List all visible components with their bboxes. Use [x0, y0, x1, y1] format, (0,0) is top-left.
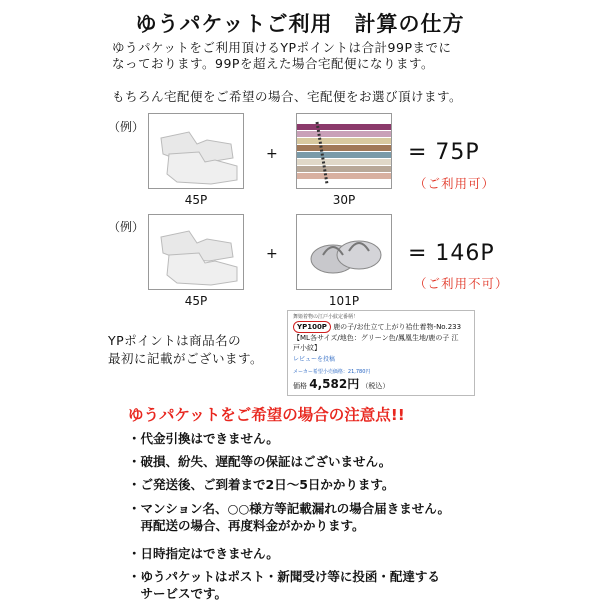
maker-price: メーカー希望小売価格：21,780円	[293, 369, 371, 375]
price-row	[293, 379, 469, 391]
caution-item	[128, 568, 440, 600]
intro-text	[112, 40, 462, 105]
caution-item-line: ・マンション名、○○様方等記載漏れの場合届きません。	[128, 501, 451, 516]
price-value: 4,582円	[309, 377, 360, 391]
tabi-socks-image	[148, 214, 244, 290]
review-link[interactable]: レビューを投稿	[293, 356, 336, 363]
listing-header: 舞姫着物の江戸小紋定番柄！	[293, 314, 359, 320]
caution-heading: ゆうパケットをご希望の場合の注意点!!	[128, 406, 405, 424]
total-points: = 75P	[408, 140, 480, 165]
example-label: （例）	[108, 220, 145, 234]
item-points: 101P	[328, 294, 360, 308]
plus-sign: +	[266, 246, 278, 262]
item-points: 30P	[332, 193, 356, 207]
product-listing-screenshot	[287, 310, 475, 396]
yp-note-line: 最初に記載がございます。	[108, 351, 264, 366]
availability-note: （ご利用不可）	[414, 276, 509, 291]
zori-sandals-image	[296, 214, 392, 290]
yp-point-tag: YP100P	[293, 321, 331, 333]
yp-point-note	[108, 332, 263, 368]
intro-line: ゆうパケットをご利用頂けるYPポイントは合計99Pまでに	[112, 40, 452, 55]
availability-note: （ご利用可）	[414, 176, 496, 191]
page-title: ゆうパケットご利用 計算の仕方	[135, 12, 465, 36]
tax-label: （税込）	[361, 382, 390, 390]
item-points: 45P	[184, 193, 208, 207]
plus-sign: +	[266, 146, 278, 162]
total-points: = 146P	[408, 241, 495, 266]
intro-line: もちろん宅配便をご希望の場合、宅配便をお選び頂けます。	[112, 89, 463, 104]
price-label: 価格	[293, 382, 307, 390]
intro-line: なっております。99Pを超えた場合宅配便になります。	[112, 56, 434, 71]
example-label: （例）	[108, 120, 145, 134]
caution-item-line: サービスです。	[128, 586, 228, 600]
item-points: 45P	[184, 294, 208, 308]
product-name: 鹿の子/お仕立て上がり袷仕着物-No.233	[333, 323, 462, 331]
yp-note-line: YPポイントは商品名の	[108, 333, 242, 348]
caution-item: ・ご発送後、ご到着まで2日～5日かかります。	[128, 477, 395, 492]
caution-item-line: ・ゆうパケットはポスト・新聞受け等に投函・配達する	[128, 569, 440, 584]
product-name: 戸小紋】	[293, 344, 321, 352]
caution-item: ・破損、紛失、遅配等の保証はございません。	[128, 454, 392, 469]
tabi-socks-image	[148, 113, 244, 189]
caution-item-line: 再配送の場合、再度料金がかかります。	[128, 518, 365, 533]
product-name: 【ML各サイズ/地色：グリーン色/鳳凰生地/鹿の子 江	[293, 334, 459, 342]
obi-cords-image	[296, 113, 392, 189]
caution-item	[128, 500, 450, 534]
caution-item: ・代金引換はできません。	[128, 431, 279, 446]
caution-item: ・日時指定はできません。	[128, 546, 279, 561]
